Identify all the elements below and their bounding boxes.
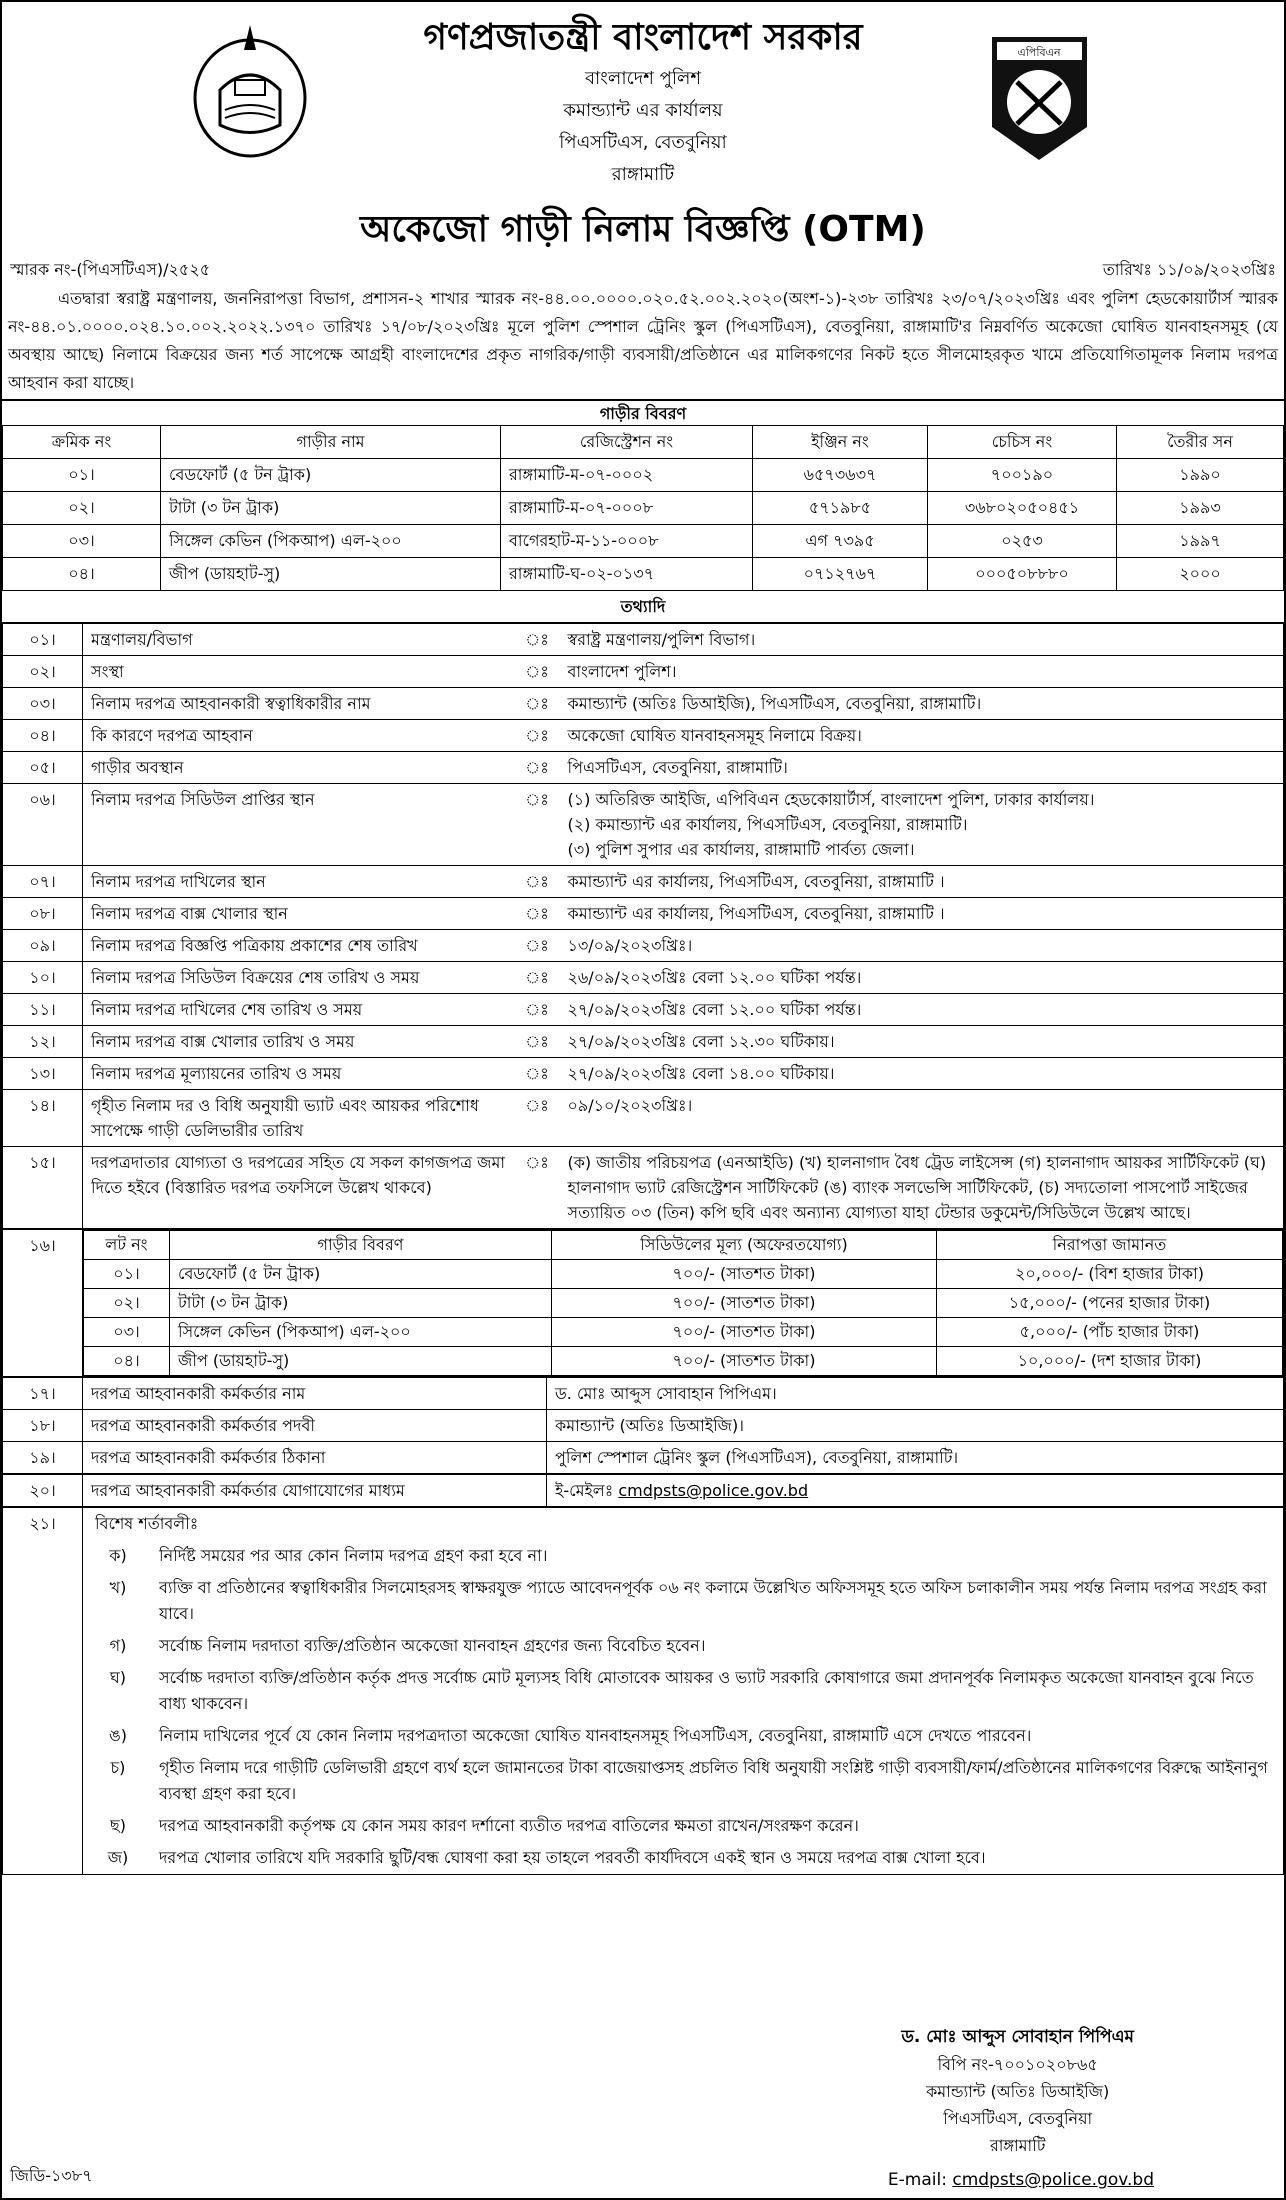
table-cell: ১৫,০০০/- (পনের হাজার টাকা): [937, 1289, 1283, 1318]
info-label: নিলাম দরপত্র বাক্স খোলার স্থান: [83, 898, 515, 930]
column-header: গাড়ীর বিবরণ: [170, 1231, 552, 1260]
value-line: ২৭/০৯/২০২৩খ্রিঃ বেলা ১২.৩০ ঘটিকায়।: [567, 1032, 835, 1051]
district-line: রাঙ্গামাটি: [611, 164, 675, 185]
info-label: নিলাম দরপত্র মূল্যায়নের তারিখ ও সময়: [83, 1058, 515, 1090]
table-cell: জীপ (ডায়হাট-সু): [170, 1347, 552, 1376]
info-row: [3, 962, 1284, 994]
table-cell: ০৩।: [3, 525, 161, 558]
serial: ১০।: [3, 962, 83, 994]
condition-item: [83, 1842, 1283, 1874]
value-line: কমান্ড্যান্ট এর কার্যালয়, পিএসটিএস, বেতবুনিয়া, রাঙ্গামাটি ।: [567, 872, 945, 891]
table-row: [3, 459, 1284, 492]
signatory-district: রাঙ্গামাটি: [989, 2136, 1046, 2155]
officer-table: [2, 1377, 1284, 1474]
condition-text: দরপত্র আহবানকারী কর্তৃপক্ষ যে কোন সময় কারণ দর্শানো ব্যতীত দরপত্র বাতিলের ক্ষমতা রাখেন/সংরক্ষণ করেন।: [159, 1816, 859, 1835]
column-header: চেচিস নং: [928, 426, 1117, 459]
info-label: দরপত্র আহবানকারী কর্মকর্তার পদবী: [83, 1410, 547, 1442]
info-value: [560, 784, 1284, 866]
value-line: ২৭/০৯/২০২৩খ্রিঃ বেলা ১৪.০০ ঘটিকায়।: [567, 1064, 835, 1083]
table-cell: জীপ (ডায়হাট-সু): [161, 558, 501, 591]
info-row: [3, 1378, 1284, 1410]
value-line: কমান্ড্যান্ট এর কার্যালয়, পিএসটিএস, বেতবুনিয়া, রাঙ্গামাটি ।: [567, 904, 945, 923]
condition-item: [83, 1810, 1283, 1842]
info-row: [3, 898, 1284, 930]
table-cell: ১০,০০০/- (দশ হাজার টাকা): [937, 1347, 1283, 1376]
info-value: ড. মোঃ আব্দুস সোবাহান পিপিএম।: [547, 1378, 1284, 1410]
info-value: [560, 752, 1284, 784]
info-value: [560, 898, 1284, 930]
lot-row: [84, 1347, 1283, 1376]
value-line: ২৭/০৯/২০২৩খ্রিঃ বেলা ১২.০০ ঘটিকা পর্যন্ত।: [567, 1000, 862, 1019]
colon: ঃ: [515, 1090, 560, 1147]
serial: ০১।: [3, 624, 83, 656]
info-row: [3, 866, 1284, 898]
info-label: নিলাম দরপত্র আহবানকারী স্বত্বাধিকারীর নাম: [83, 688, 515, 720]
info-value: কমান্ড্যান্ট (অতিঃ ডিআইজি)।: [547, 1410, 1284, 1442]
email-prefix: ই-মেইলঃ: [555, 1481, 619, 1500]
condition-text: সর্বোচ্চ নিলাম দরদাতা ব্যক্তি/প্রতিষ্ঠান অকেজো যানবাহন গ্রহণের জন্য বিবেচিত হবেন।: [159, 1636, 706, 1655]
info-value: [560, 1147, 1284, 1229]
footer-email: [888, 2170, 1154, 2190]
condition-text: দরপত্র খোলার তারিখে যদি সরকারি ছুটি/বন্ধ ঘোষণা করা হয় তাহলে পরবর্তী কার্যদিবসে একই স্থান ও সময়ে দরপত্র বাক্স খোলা হবে।: [159, 1848, 986, 1867]
table-cell: বেডফোর্ট (৫ টন ট্রাক): [170, 1260, 552, 1289]
column-header: রেজিস্ট্রেশন নং: [501, 426, 753, 459]
signatory-bp: বিপি নং-৭০০১০২০৮৬৫: [937, 2055, 1098, 2074]
condition-key: জ): [107, 1848, 129, 1867]
info-label: মন্ত্রণালয়/বিভাগ: [83, 624, 515, 656]
colon: ঃ: [515, 1147, 560, 1229]
info-value: [560, 994, 1284, 1026]
table-cell: টাটা (৩ টন ট্রাক): [161, 492, 501, 525]
condition-key: চ): [110, 1758, 126, 1777]
info-label: গৃহীত নিলাম দর ও বিধি অনুযায়ী ভ্যাট এবং আয়কর পরিশোধ সাপেক্ষে গাড়ী ডেলিভারীর তারিখ: [83, 1090, 515, 1147]
condition-key: ছ): [110, 1816, 126, 1835]
table-cell: ০৪।: [84, 1347, 170, 1376]
signature-block: [901, 2024, 1134, 2159]
table-cell: ৭০০/- (সাতশত টাকা): [552, 1260, 937, 1289]
info-value: [560, 624, 1284, 656]
serial: ০৭।: [3, 866, 83, 898]
table-cell: সিঙ্গেল কেভিন (পিকআপ) এল-২০০: [161, 525, 501, 558]
info-label: নিলাম দরপত্র সিডিউল প্রাপ্তির স্থান: [83, 784, 515, 866]
serial: ১৬।: [3, 1230, 83, 1377]
serial: ০৩।: [3, 688, 83, 720]
conditions-heading: বিশেষ শর্তাবলীঃ: [95, 1514, 199, 1533]
table-cell: ৭০০/- (সাতশত টাকা): [552, 1347, 937, 1376]
table-cell: এগ ৭৩৯৫: [753, 525, 928, 558]
lot-row: [84, 1260, 1283, 1289]
info-row: [3, 1026, 1284, 1058]
column-header: নিরাপত্তা জামানত: [937, 1231, 1283, 1260]
info-value: [560, 962, 1284, 994]
table-cell: সিঙ্গেল কেভিন (পিকআপ) এল-২০০: [170, 1318, 552, 1347]
lot-row: [84, 1289, 1283, 1318]
info-row: [3, 720, 1284, 752]
table-cell: ১৯৯০: [1117, 459, 1284, 492]
condition-text: নির্দিষ্ট সময়ের পর আর কোন নিলাম দরপত্র গ্রহণ করা হবে না।: [159, 1546, 548, 1565]
table-cell: বেডফোর্ট (৫ টন ট্রাক): [161, 459, 501, 492]
info-label: সংস্থা: [83, 656, 515, 688]
table-cell: ০৩।: [84, 1318, 170, 1347]
serial: ২০।: [3, 1475, 83, 1507]
info-row: [3, 1090, 1284, 1147]
value-line: কমান্ড্যান্ট (অতিঃ ডিআইজি), পিএসটিএস, বেতবুনিয়া, রাঙ্গামাটি।: [567, 694, 982, 713]
email-label: E-mail:: [887, 2170, 953, 2190]
table-cell: ০২।: [84, 1289, 170, 1318]
table-cell: রাঙ্গামাটি-ম-০৭-০০০৮: [501, 492, 753, 525]
info-value: [560, 930, 1284, 962]
lot-row: [84, 1318, 1283, 1347]
colon: ঃ: [515, 930, 560, 962]
serial: ২১।: [3, 1508, 83, 1875]
column-header: সিডিউলের মূল্য (অফেরতযোগ্য): [552, 1231, 937, 1260]
value-line: ০৯/১০/২০২৩খ্রিঃ।: [567, 1096, 693, 1115]
info-row: [3, 688, 1284, 720]
serial: ১৯।: [3, 1442, 83, 1474]
lot-table: [83, 1230, 1283, 1376]
serial: ১১।: [3, 994, 83, 1026]
info-value: [560, 1058, 1284, 1090]
serial: ১২।: [3, 1026, 83, 1058]
value-line: (ক) জাতীয় পরিচয়পত্র (এনআইডি) (খ) হালনাগাদ বৈধ ট্রেড লাইসেন্স (গ) হালনাগাদ আয়কর সার্টিফিকেট (ঘ) হালনাগাদ ভ্যাট রেজিস্ট্রেশন সার্টিফিকেট (ঙ) ব্যাংক সলভেন্সি সার্টিফিকেট, (চ) সদ্যতোলা পাসপোর্ট সাইজের সত্যায়িত ০৩ (তিন) কপি ছবি এবং অন্যান্য যোগ্যতা যাহা টেন্ডার ডকুমেন্ট/সিডিউলে উল্লেখ আছে।: [567, 1153, 1267, 1222]
notice-title: অকেজো গাড়ী নিলাম বিজ্ঞপ্তি (OTM): [360, 209, 926, 250]
location-line: পিএসটিএস, বেতবুনিয়া: [559, 132, 727, 153]
office-line: কমান্ড্যান্ট এর কার্যালয়: [563, 100, 723, 121]
memo-date: তারিখঃ ১১/০৯/২০২৩খ্রিঃ: [1102, 259, 1276, 279]
column-header: গাড়ীর নাম: [161, 426, 501, 459]
gd-number: জিডি-১৩৮৭: [10, 2166, 93, 2185]
serial: ০৬।: [3, 784, 83, 866]
condition-item: [83, 1630, 1283, 1662]
table-cell: রাঙ্গামাটি-ম-০৭-০০০২: [501, 459, 753, 492]
signatory-name: ড. মোঃ আব্দুস সোবাহান পিপিএম: [901, 2027, 1134, 2047]
value-line: (১) অতিরিক্ত আইজি, এপিবিএন হেডকোয়ার্টার্স, বাংলাদেশ পুলিশ, ঢাকার কার্যালয়।: [567, 790, 1095, 809]
table-cell: টাটা (৩ টন ট্রাক): [170, 1289, 552, 1318]
info-value: [560, 656, 1284, 688]
footer-email-link[interactable]: cmdpsts@police.gov.bd: [952, 2170, 1154, 2190]
table-cell: ০১।: [84, 1260, 170, 1289]
info-label: নিলাম দরপত্র দাখিলের স্থান: [83, 866, 515, 898]
colon: ঃ: [515, 962, 560, 994]
conditions-list: [83, 1540, 1283, 1874]
value-line: পিএসটিএস, বেতবুনিয়া, রাঙ্গামাটি।: [567, 758, 788, 777]
signatory-designation: কমান্ড্যান্ট (অতিঃ ডিআইজি): [926, 2082, 1110, 2101]
info-value: [560, 688, 1284, 720]
condition-key: গ): [109, 1636, 127, 1655]
svg-text:এপিবিএন: এপিবিএন: [1017, 46, 1061, 59]
info-row: [3, 624, 1284, 656]
info-label: নিলাম দরপত্র দাখিলের শেষ তারিখ ও সময়: [83, 994, 515, 1026]
serial: ১৮।: [3, 1410, 83, 1442]
vehicle-table: [2, 425, 1284, 591]
column-header: ক্রমিক নং: [3, 426, 161, 459]
info-label: নিলাম দরপত্র সিডিউল বিক্রয়ের শেষ তারিখ ও সময়: [83, 962, 515, 994]
info-label: নিলাম দরপত্র বাক্স খোলার তারিখ ও সময়: [83, 1026, 515, 1058]
memo-number: স্মারক নং-(পিএসটিএস)/২৫২৫: [10, 259, 211, 279]
colon: ঃ: [515, 866, 560, 898]
info-value: [560, 1026, 1284, 1058]
value-line: (২) কমান্ড্যান্ট এর কার্যালয়, পিএসটিএস, বেতবুনিয়া, রাঙ্গামাটি।: [567, 815, 968, 834]
info-section-heading: তথ্যাদি: [2, 591, 1284, 623]
table-cell: ৭০০/- (সাতশত টাকা): [552, 1289, 937, 1318]
condition-item: [83, 1662, 1283, 1720]
colon: ঃ: [515, 994, 560, 1026]
condition-key: খ): [109, 1578, 127, 1597]
value-line: অকেজো ঘোষিত যানবাহনসমূহ নিলামে বিক্রয়।: [567, 726, 862, 745]
table-row: [3, 558, 1284, 591]
info-row: [3, 1442, 1284, 1474]
serial: ১৫।: [3, 1147, 83, 1229]
info-value: [560, 1090, 1284, 1147]
contact-table: [2, 1474, 1284, 1507]
colon: ঃ: [515, 1026, 560, 1058]
table-cell: ০২।: [3, 492, 161, 525]
info-label: গাড়ীর অবস্থান: [83, 752, 515, 784]
table-cell: ৫৭১৯৮৫: [753, 492, 928, 525]
value-line: ২৬/০৯/২০২৩খ্রিঃ বেলা ১২.০০ ঘটিকা পর্যন্ত।: [567, 968, 862, 987]
serial: ০৯।: [3, 930, 83, 962]
info-label: দরপত্র আহবানকারী কর্মকর্তার ঠিকানা: [83, 1442, 547, 1474]
condition-item: [83, 1752, 1283, 1810]
info-value: [560, 866, 1284, 898]
info-row: [3, 1147, 1284, 1229]
info-value: পুলিশ স্পেশাল ট্রেনিং স্কুল (পিএসটিএস), বেতবুনিয়া, রাঙ্গামাটি।: [547, 1442, 1284, 1474]
info-table: [2, 623, 1284, 1229]
condition-item: [83, 1720, 1283, 1752]
info-label: দরপত্র আহবানকারী কর্মকর্তার নাম: [83, 1378, 547, 1410]
serial: ১৪।: [3, 1090, 83, 1147]
table-cell: ৭০০/- (সাতশত টাকা): [552, 1318, 937, 1347]
serial: ১৭।: [3, 1378, 83, 1410]
colon: ঃ: [515, 624, 560, 656]
info-row: [3, 930, 1284, 962]
info-row: [3, 1410, 1284, 1442]
serial: ০৪।: [3, 720, 83, 752]
org-line: বাংলাদেশ পুলিশ: [584, 68, 702, 89]
table-cell: ০৭১২৭৬৭: [753, 558, 928, 591]
info-value: [560, 720, 1284, 752]
table-cell: ০১।: [3, 459, 161, 492]
value-line: বাংলাদেশ পুলিশ।: [567, 662, 677, 681]
condition-key: ক): [109, 1546, 127, 1565]
info-row: [3, 784, 1284, 866]
table-cell: ৬৫৭৩৬৩৭: [753, 459, 928, 492]
table-cell: ৩৬৮০২০৫০৪৫১: [928, 492, 1117, 525]
government-title: গণপ্রজাতন্ত্রী বাংলাদেশ সরকার: [423, 17, 863, 58]
info-row: [3, 656, 1284, 688]
table-cell: ৫,০০০/- (পাঁচ হাজার টাকা): [937, 1318, 1283, 1347]
colon: ঃ: [515, 656, 560, 688]
table-cell: ০০০৫০৮৮৮০: [928, 558, 1117, 591]
condition-text: ব্যক্তি বা প্রতিষ্ঠানের স্বত্বাধিকারীর সিলমোহরসহ স্বাক্ষরযুক্ত প্যাডে আবেদনপূর্বক ০৬ নং কলামে উল্লেখিত অফিসসমূহ হতে অফিস চলাকালীন সময় পর্যন্ত নিলাম দরপত্র সংগ্রহ করা যাবে।: [159, 1578, 1267, 1623]
colon: ঃ: [515, 784, 560, 866]
header: [2, 2, 1284, 257]
value-line: স্বরাষ্ট্র মন্ত্রণালয়/পুলিশ বিভাগ।: [567, 630, 756, 649]
table-cell: ০৪।: [3, 558, 161, 591]
table-row: [3, 525, 1284, 558]
table-cell: ৭০০১৯০: [928, 459, 1117, 492]
colon: ঃ: [515, 688, 560, 720]
colon: ঃ: [515, 720, 560, 752]
colon: ঃ: [515, 1058, 560, 1090]
vehicle-section-heading: গাড়ীর বিবরণ: [2, 399, 1284, 425]
serial: ১৩।: [3, 1058, 83, 1090]
condition-key: ঘ): [109, 1668, 127, 1687]
colon: ঃ: [515, 898, 560, 930]
contact-label: দরপত্র আহবানকারী কর্মকর্তার যোগাযোগের মাধ্যম: [83, 1475, 547, 1507]
table-cell: বাগেরহাট-ম-১১-০০০৮: [501, 525, 753, 558]
serial: ০২।: [3, 656, 83, 688]
lot-row: [2, 1229, 1284, 1377]
column-header: তৈরীর সন: [1117, 426, 1284, 459]
colon: ঃ: [515, 752, 560, 784]
info-label: নিলাম দরপত্র বিজ্ঞপ্তি পত্রিকায় প্রকাশের শেষ তারিখ: [83, 930, 515, 962]
condition-item: [83, 1540, 1283, 1572]
table-cell: ২০০০: [1117, 558, 1284, 591]
info-label: কি কারণে দরপত্র আহবান: [83, 720, 515, 752]
condition-item: [83, 1572, 1283, 1630]
serial: ০৫।: [3, 752, 83, 784]
conditions-row: [2, 1507, 1284, 1875]
value-line: (৩) পুলিশ সুপার এর কার্যালয়, রাঙ্গামাটি পার্বত্য জেলা।: [567, 840, 915, 859]
table-cell: রাঙ্গামাটি-ঘ-০২-০১৩৭: [501, 558, 753, 591]
info-label: দরপত্রদাতার যোগ্যতা ও দরপত্রের সহিত যে সকল কাগজপত্র জমা দিতে হইবে (বিস্তারিত দরপত্র তফসিলে উল্লেখ থাকবে): [83, 1147, 515, 1229]
serial: ০৮।: [3, 898, 83, 930]
column-header: ইঞ্জিন নং: [753, 426, 928, 459]
condition-text: নিলাম দাখিলের পূর্বে যে কোন নিলাম দরপত্রদাতা অকেজো ঘোষিত যানবাহনসমূহ পিএসটিএস, বেতবুনিয়া, রাঙ্গামাটি এসে দেখতে পারবেন।: [159, 1726, 1032, 1745]
value-line: ১৩/০৯/২০২৩খ্রিঃ।: [567, 936, 693, 955]
info-row: [3, 994, 1284, 1026]
condition-key: ঙ): [109, 1726, 127, 1745]
contact-email-link[interactable]: cmdpsts@police.gov.bd: [618, 1481, 809, 1500]
table-cell: ০২৫৩: [928, 525, 1117, 558]
info-row: [3, 752, 1284, 784]
signatory-office: পিএসটিএস, বেতবুনিয়া: [943, 2109, 1093, 2128]
table-cell: ১৯৯৩: [1117, 492, 1284, 525]
intro-paragraph: এতদ্বারা স্বরাষ্ট্র মন্ত্রণালয়, জননিরাপত্তা বিভাগ, প্রশাসন-২ শাখার স্মারক নং-৪৪.০০.০০০০.০২০.৫২.০০২.২০২০(অংশ-১)-২৩৮ তারিখঃ ২৩/০৭/২০২৩খ্রিঃ এবং পুলিশ হেডকোয়ার্টার্স স্মারক নং-৪৪.০১.০০০০.০২৪.১০.০০২.২০২২.১৩৭০ তারিখঃ ১৭/০৮/২০২৩খ্রিঃ মূলে পুলিশ স্পেশাল ট্রেনিং স্কুল (পিএসটিএস), বেতবুনিয়া, রাঙ্গামাটি'র নিম্নবর্ণিত অকেজো ঘোষিত যানবাহনসমূহ (যে অবস্থায় আছে) নিলামে বিক্রয়ের জন্য শর্ত সাপেক্ষে আগ্রহী বাংলাদেশের প্রকৃত নাগরিক/গাড়ী ব্যবসায়ী/প্রতিষ্ঠানে এর মালিকগণের নিকট হতে সীলমোহরকৃত খামে প্রতিযোগিতামূলক নিলাম দরপত্র আহবান করা যাচ্ছে।: [8, 289, 1278, 392]
table-row: [3, 492, 1284, 525]
column-header: লট নং: [84, 1231, 170, 1260]
condition-text: সর্বোচ্চ দরদাতা ব্যক্তি/প্রতিষ্ঠান কর্তৃক প্রদত্ত সর্বোচ্চ মোট মূল্যসহ বিধি মোতাবেক আয়কর ও ভ্যাট সরকারি কোষাগারে জমা প্রদানপূর্বক নিলামকৃত অকেজো যানবাহন বুঝে নিতে বাধ্য থাকবেন।: [159, 1668, 1254, 1713]
info-row: [3, 1058, 1284, 1090]
table-cell: ২০,০০০/- (বিশ হাজার টাকা): [937, 1260, 1283, 1289]
condition-text: গৃহীত নিলাম দরে গাড়ীটি ডেলিভারী গ্রহণে ব্যর্থ হলে জামানতের টাকা বাজেয়াপ্তসহ প্রচলিত বিধি অনুযায়ী সংশ্লিষ্ট গাড়ী ব্যবসায়ী/ফার্ম/প্রতিষ্ঠানের মালিকগণের বিরুদ্ধে আইনানুগ ব্যবস্থা গ্রহণ করা হবে।: [159, 1758, 1268, 1803]
table-cell: ১৯৯৭: [1117, 525, 1284, 558]
